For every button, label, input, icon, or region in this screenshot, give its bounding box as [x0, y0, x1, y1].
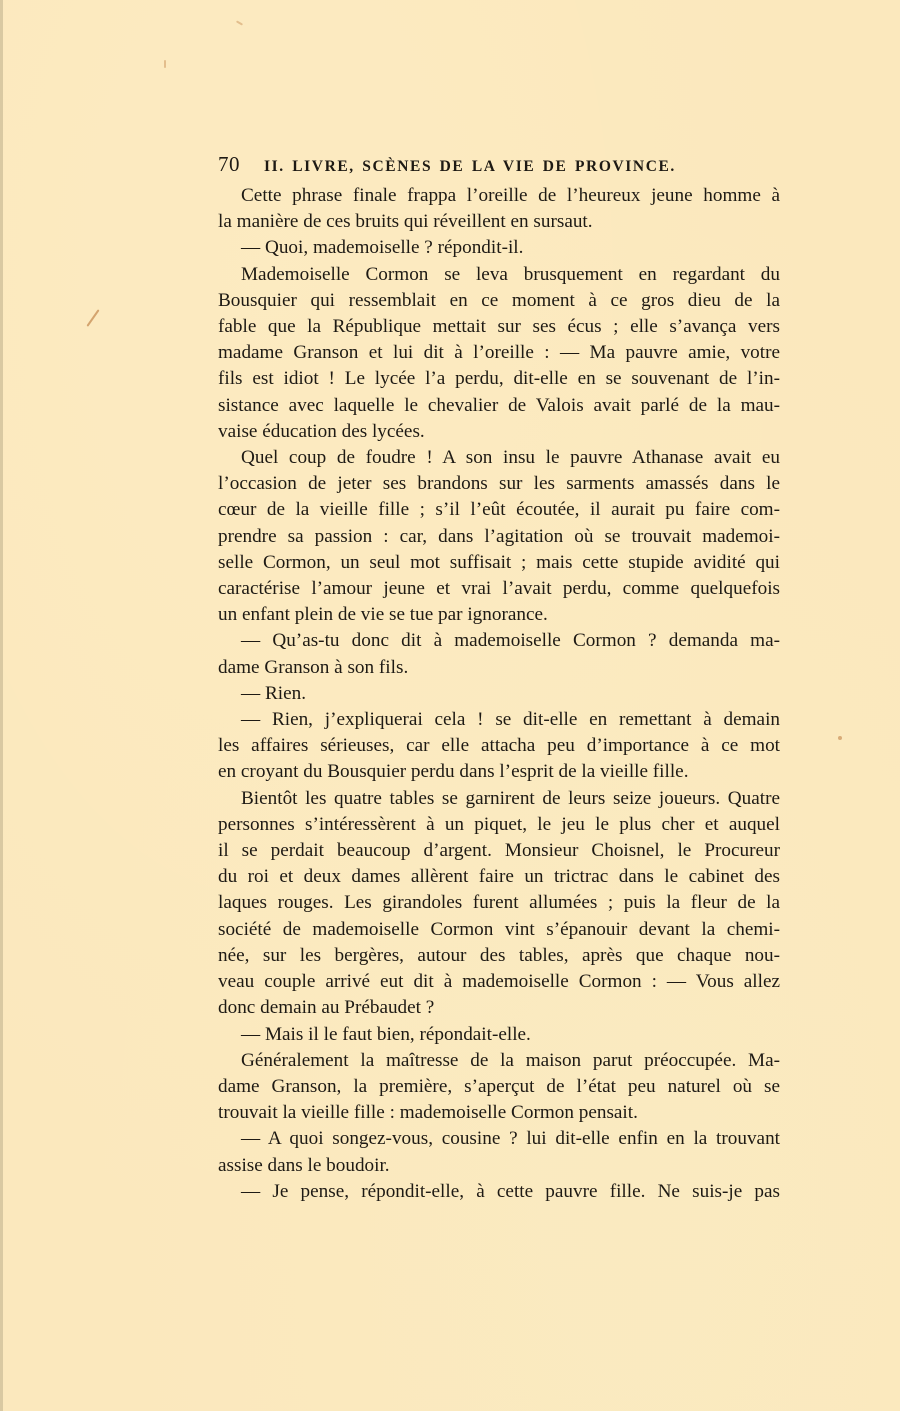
- text-line: Mademoiselle Cormon se leva brusquement en regardant du: [241, 263, 780, 285]
- paper-fiber-mark: [236, 20, 243, 25]
- text-line: — Rien, j’expliquerai cela ! se dit-elle en remettant à demain: [241, 709, 780, 731]
- text-line: sistance avec laquelle le chevalier de Valois avait parlé de la mau-: [218, 394, 780, 416]
- text-line: cœur de la vieille fille ; s’il l’eût écoutée, il aurait pu faire com-: [218, 499, 780, 521]
- paragraph: [218, 445, 780, 628]
- paper-fiber-mark: [838, 736, 842, 740]
- text-line: — A quoi songez-vous, cousine ? lui dit-elle enfin en la trouvant: [241, 1128, 780, 1150]
- paragraph: [218, 1022, 780, 1048]
- text-line: donc demain au Prébaudet ?: [218, 997, 435, 1019]
- text-line: madame Granson et lui dit à l’oreille : — Ma pauvre amie, votre: [218, 342, 780, 364]
- text-line: vaise éducation des lycées.: [218, 420, 425, 442]
- text-line: née, sur les bergères, autour des tables, après que chaque nou-: [218, 944, 780, 966]
- text-line: Cette phrase finale frappa l’oreille de l’heureux jeune homme à: [241, 185, 780, 206]
- paragraph: [218, 1126, 780, 1178]
- paragraph: [218, 262, 780, 445]
- text-line: selle Cormon, un seul mot suffisait ; mais cette stupide avidité qui: [218, 551, 780, 573]
- text-line: société de mademoiselle Cormon vint s’épanouir devant la chemi-: [218, 918, 780, 940]
- text-line: la manière de ces bruits qui réveillent en sursaut.: [218, 211, 593, 233]
- paper-fiber-mark: [164, 60, 166, 68]
- text-line: — Mais il le faut bien, répondait-elle.: [241, 1023, 531, 1045]
- text-line: prendre sa passion : car, dans l’agitation où se trouvait mademoi-: [218, 525, 780, 547]
- text-line: il se perdait beaucoup d’argent. Monsieur Choisnel, le Procureur: [218, 840, 780, 862]
- text-line: veau couple arrivé eut dit à mademoiselle Cormon : — Vous allez: [218, 971, 780, 993]
- text-line: l’occasion de jeter ses brandons sur les sarments amassés dans le: [218, 473, 780, 495]
- text-line: laques rouges. Les girandoles furent allumées ; puis la fleur de la: [218, 892, 780, 914]
- text-line: Généralement la maîtresse de la maison parut préoccupée. Ma-: [241, 1049, 780, 1071]
- text-line: personnes s’intéressèrent à un piquet, le jeu le plus cher et auquel: [218, 813, 780, 835]
- running-head-title: II. LIVRE, SCÈNES DE LA VIE DE PROVINCE.: [264, 158, 676, 175]
- running-header: [218, 152, 780, 180]
- text-line: dame Granson à son fils.: [218, 656, 409, 678]
- page-edge: [0, 0, 3, 1411]
- paragraph: [218, 183, 780, 235]
- text-line: — Je pense, répondit-elle, à cette pauvre fille. Ne suis-je pas: [241, 1180, 780, 1202]
- body-text: [218, 183, 780, 1205]
- paragraph: [218, 707, 780, 786]
- paragraph: [218, 786, 780, 1022]
- text-line: Quel coup de foudre ! A son insu le pauvre Athanase avait eu: [241, 447, 780, 469]
- text-line: du roi et deux dames allèrent faire un trictrac dans le cabinet des: [218, 866, 780, 888]
- text-line: Bousquier qui ressemblait en ce moment à ce gros dieu de la: [218, 289, 780, 311]
- paragraph: [218, 681, 780, 707]
- text-line: un enfant plein de vie se tue par ignorance.: [218, 604, 548, 626]
- text-line: caractérise l’amour jeune et vrai l’avait perdu, comme quelquefois: [218, 578, 780, 600]
- text-line: — Quoi, mademoiselle ? répondit-il.: [241, 237, 524, 259]
- text-line: trouvait la vieille fille : mademoiselle Cormon pensait.: [218, 1102, 638, 1124]
- page-number: 70: [218, 152, 240, 176]
- paragraph: [218, 235, 780, 261]
- paper-fiber-mark: [86, 309, 99, 327]
- paragraph: [218, 1048, 780, 1127]
- text-line: — Qu’as-tu donc dit à mademoiselle Cormon ? demanda ma-: [241, 630, 780, 652]
- text-line: assise dans le boudoir.: [218, 1154, 390, 1176]
- text-line: en croyant du Bousquier perdu dans l’esprit de la vieille fille.: [218, 761, 689, 783]
- paragraph: [218, 628, 780, 680]
- text-line: fable que la République mettait sur ses écus ; elle s’avança vers: [218, 316, 780, 338]
- text-line: Bientôt les quatre tables se garnirent de leurs seize joueurs. Quatre: [241, 787, 780, 809]
- text-line: les affaires sérieuses, car elle attacha peu d’importance à ce mot: [218, 735, 780, 757]
- text-line: — Rien.: [241, 682, 307, 704]
- paragraph: [218, 1179, 780, 1205]
- text-line: dame Granson, la première, s’aperçut de l’état peu naturel où se: [218, 1075, 780, 1097]
- text-line: fils est idiot ! Le lycée l’a perdu, dit-elle en se souvenant de l’in-: [218, 368, 780, 390]
